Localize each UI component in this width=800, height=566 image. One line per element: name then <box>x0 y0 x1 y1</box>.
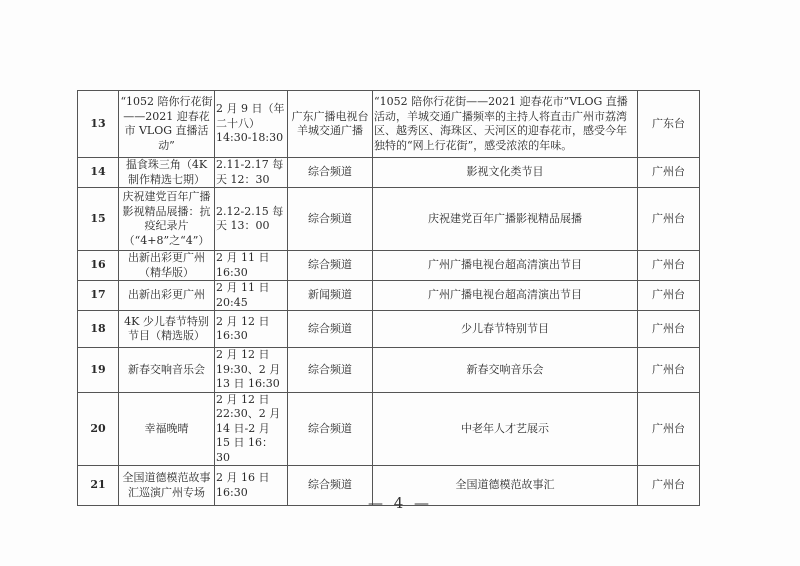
program-content: 广州广播电视台超高清演出节目 <box>373 251 638 281</box>
channel: 综合频道 <box>288 188 373 251</box>
air-time: 2 月 16 日 16:30 <box>215 466 288 506</box>
channel: 综合频道 <box>288 466 373 506</box>
row-number: 13 <box>78 91 119 158</box>
air-time: 2 月 11 日 16:30 <box>215 251 288 281</box>
row-number: 14 <box>78 158 119 188</box>
air-time: 2.12-2.15 每天 13：00 <box>215 188 288 251</box>
table-row <box>78 188 700 251</box>
program-content: 中老年人才艺展示 <box>373 392 638 466</box>
station: 广州台 <box>638 466 700 506</box>
row-number: 21 <box>78 466 119 506</box>
station: 广州台 <box>638 392 700 466</box>
program-content: 全国道德模范故事汇 <box>373 466 638 506</box>
channel: 综合频道 <box>288 348 373 393</box>
channel: 综合频道 <box>288 392 373 466</box>
row-number: 19 <box>78 348 119 393</box>
table-row <box>78 281 700 311</box>
air-time: 2.11-2.17 每天 12：30 <box>215 158 288 188</box>
air-time: 2 月 12 日 22:30、2 月 14 日-2 月 15 日 16：30 <box>215 392 288 466</box>
air-time: 2 月 12 日 19:30、2 月 13 日 16:30 <box>215 348 288 393</box>
program-schedule-table <box>77 90 700 506</box>
program-name: 幸福晚晴 <box>119 392 215 466</box>
table-row <box>78 311 700 348</box>
program-content: 庆祝建党百年广播影视精品展播 <box>373 188 638 251</box>
channel: 综合频道 <box>288 311 373 348</box>
program-name: 揾食珠三角（4K 制作精选七期） <box>119 158 215 188</box>
channel: 综合频道 <box>288 158 373 188</box>
table-row <box>78 392 700 466</box>
table-row <box>78 158 700 188</box>
row-number: 16 <box>78 251 119 281</box>
air-time: 2 月 12 日 16:30 <box>215 311 288 348</box>
page-number: — 4 — <box>367 494 433 512</box>
air-time: 2 月 9 日（年二十八）14:30-18:30 <box>215 91 288 158</box>
station: 广州台 <box>638 311 700 348</box>
program-name: 全国道德模范故事汇巡演广州专场 <box>119 466 215 506</box>
row-number: 17 <box>78 281 119 311</box>
station: 广州台 <box>638 281 700 311</box>
row-number: 20 <box>78 392 119 466</box>
program-content: “1052 陪你行花街——2021 迎春花市”VLOG 直播活动，羊城交通广播频率的主持人将直击广州市荔湾区、越秀区、海珠区、天河区的迎春花市，感受今年独特的“网上行花街”，感受浓浓的年味。 <box>373 91 638 158</box>
program-name: 庆祝建党百年广播影视精品展播：抗疫纪录片（“4+8”之“4”） <box>119 188 215 251</box>
station: 广州台 <box>638 158 700 188</box>
channel: 广东广播电视台羊城交通广播 <box>288 91 373 158</box>
program-name: 新春交响音乐会 <box>119 348 215 393</box>
air-time: 2 月 11 日 20:45 <box>215 281 288 311</box>
table-row <box>78 91 700 158</box>
channel: 综合频道 <box>288 251 373 281</box>
program-content: 新春交响音乐会 <box>373 348 638 393</box>
station: 广州台 <box>638 188 700 251</box>
program-content: 影视文化类节目 <box>373 158 638 188</box>
station: 广州台 <box>638 348 700 393</box>
table-row <box>78 348 700 393</box>
row-number: 18 <box>78 311 119 348</box>
row-number: 15 <box>78 188 119 251</box>
station: 广州台 <box>638 251 700 281</box>
program-content: 少儿春节特别节目 <box>373 311 638 348</box>
table-row <box>78 251 700 281</box>
program-name: 出新出彩更广州 <box>119 281 215 311</box>
program-name: 4K 少儿春节特别节目（精选版） <box>119 311 215 348</box>
program-name: “1052 陪你行花街——2021 迎春花市 VLOG 直播活动” <box>119 91 215 158</box>
station: 广东台 <box>638 91 700 158</box>
program-content: 广州广播电视台超高清演出节目 <box>373 281 638 311</box>
channel: 新闻频道 <box>288 281 373 311</box>
program-name: 出新出彩更广州（精华版） <box>119 251 215 281</box>
